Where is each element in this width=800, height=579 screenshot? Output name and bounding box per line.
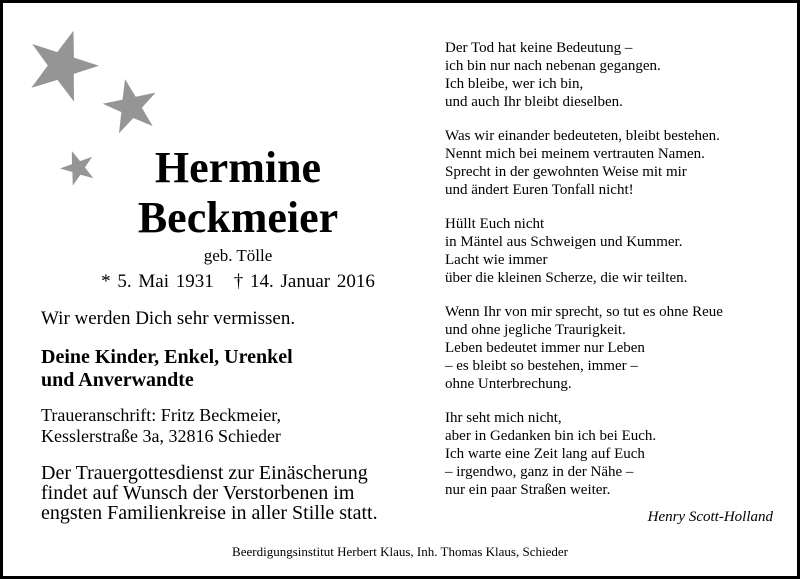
poem-line: Sprecht in der gewohnten Weise mit mir <box>445 164 687 180</box>
life-dates <box>63 271 413 293</box>
poem-line: Nennt mich bei meinem vertrauten Namen. <box>445 146 705 162</box>
poem <box>445 39 723 515</box>
mourning-address <box>41 405 281 447</box>
poem-stanza <box>445 127 723 199</box>
service-notice <box>41 463 378 523</box>
last-name: Beckmeier <box>137 193 339 242</box>
poem-line: Hüllt Euch nicht <box>445 216 545 232</box>
family-signature <box>41 346 293 392</box>
poem-line: in Mäntel aus Schweigen und Kummer. <box>445 234 683 250</box>
poem-line: Ich warte eine Zeit lang auf Euch <box>445 446 645 462</box>
poem-author: Henry Scott-Holland <box>647 509 773 525</box>
poem-line: ich bin nur nach nebenan gegangen. <box>445 58 661 74</box>
birth-date: * 5. Mai 1931 <box>101 271 214 292</box>
star-shape <box>101 77 161 135</box>
poem-line: und auch Ihr bleibt dieselben. <box>445 94 623 110</box>
family-line: und Anverwandte <box>41 369 194 391</box>
birth-name: geb. Tölle <box>203 246 273 265</box>
poem-line: Lacht wie immer <box>445 252 548 268</box>
poem-line: nur ein paar Straßen weiter. <box>445 482 611 498</box>
poem-stanza <box>445 39 723 111</box>
service-line: Der Trauergottesdienst zur Einäscherung <box>41 462 368 484</box>
poem-line: ohne Unterbrechung. <box>445 376 572 392</box>
poem-line: – es bleibt so bestehen, immer – <box>445 358 638 374</box>
funeral-home-footer: Beerdigungsinstitut Herbert Klaus, Inh. Thomas Klaus, Schieder <box>232 544 568 559</box>
poem-line: aber in Gedanken bin ich bei Euch. <box>445 428 657 444</box>
deceased-name <box>63 143 413 243</box>
poem-line: und ohne jegliche Traurigkeit. <box>445 322 626 338</box>
service-line: engsten Familienkreise in aller Stille statt. <box>41 502 378 524</box>
first-name: Hermine <box>154 143 322 192</box>
address-line: Kesslerstraße 3a, 32816 Schieder <box>41 426 281 446</box>
service-line: findet auf Wunsch der Verstorbenen im <box>41 482 355 504</box>
farewell-text: Wir werden Dich sehr vermissen. <box>41 308 296 329</box>
poem-line: Ihr seht mich nicht, <box>445 410 562 426</box>
poem-line: Der Tod hat keine Bedeutung – <box>445 40 633 56</box>
poem-line: über die kleinen Scherze, die wir teilten. <box>445 270 688 286</box>
poem-line: Was wir einander bedeuteten, bleibt bestehen. <box>445 128 720 144</box>
poem-line: Ich bleibe, wer ich bin, <box>445 76 584 92</box>
star-icon <box>23 27 101 105</box>
poem-line: Wenn Ihr von mir sprecht, so tut es ohne Reue <box>445 304 723 320</box>
poem-stanza <box>445 409 723 499</box>
poem-line: Leben bedeutet immer nur Leben <box>445 340 645 356</box>
poem-stanza <box>445 215 723 287</box>
poem-line: und ändert Euren Tonfall nicht! <box>445 182 634 198</box>
poem-stanza <box>445 303 723 393</box>
star-icon <box>101 77 161 137</box>
address-line: Traueranschrift: Fritz Beckmeier, <box>41 405 282 425</box>
death-date: † 14. Januar 2016 <box>233 271 375 292</box>
family-line: Deine Kinder, Enkel, Urenkel <box>41 346 293 368</box>
star-shape <box>23 27 101 105</box>
poem-line: – irgendwo, ganz in der Nähe – <box>445 464 634 480</box>
